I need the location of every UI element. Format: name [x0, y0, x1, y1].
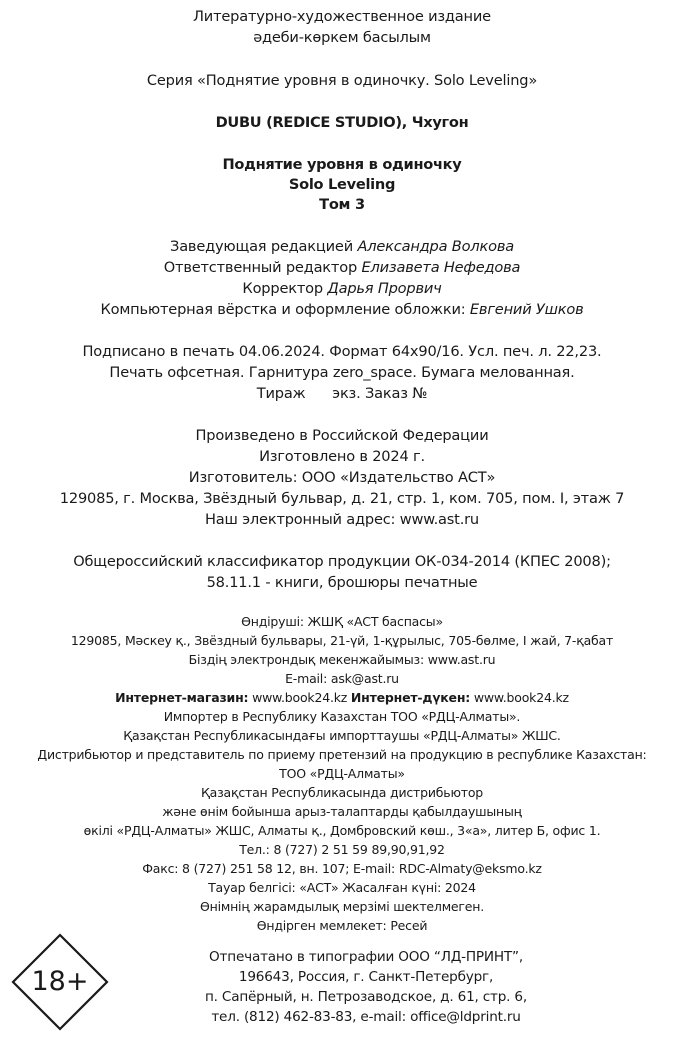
printer-line: Отпечатано в типографии ООО “ЛД-ПРИНТ”,: [209, 949, 523, 965]
kz-line: Импортер в Республику Казахстан ТОО «РДЦ-Алматы».: [163, 709, 521, 724]
kz-line: Тауар белгісі: «АСТ» Жасалған күні: 2024: [208, 880, 476, 895]
printer-line: тел. (812) 462-83-83, e-mail: office@ldprint.ru: [211, 1009, 521, 1025]
printer-line: 196643, Россия, г. Санкт-Петербург,: [238, 969, 494, 985]
kz-line: Тел.: 8 (727) 2 51 59 89,90,91,92: [239, 842, 445, 857]
printer-line: п. Сапёрный, н. Петрозаводское, д. 61, стр. 6,: [204, 989, 527, 1005]
kz-line: өкілі «РДЦ-Алматы» ЖШС, Алматы қ., Домбровский көш., 3«а», литер Б, офис 1.: [83, 823, 601, 838]
kz-line: Өнімнің жарамдылық мерзімі шектелмеген.: [199, 899, 485, 914]
edition-type-kz: әдеби-көркем басылым: [253, 29, 431, 46]
print-info-line: Тираж экз. Заказ №: [256, 385, 428, 402]
kz-line: Өндірген мемлекет: Ресей: [256, 918, 428, 933]
production-line: Изготовитель: ООО «Издательство АСТ»: [188, 469, 496, 486]
production-line: Наш электронный адрес: www.ast.ru: [205, 511, 479, 528]
kz-line: Біздің электрондық мекенжайымыз: www.ast.ru: [188, 652, 496, 667]
production-line: Произведено в Российской Федерации: [195, 427, 489, 444]
kz-line: Дистрибьютор и представитель по приему претензий на продукцию в республике Казахстан:: [37, 747, 647, 762]
production-line: 129085, г. Москва, Звёздный бульвар, д. 21, стр. 1, ком. 705, пом. I, этаж 7: [59, 490, 625, 507]
kz-line: E-mail: ask@ast.ru: [285, 671, 399, 686]
title-line-2: Solo Leveling: [288, 176, 396, 193]
classifier-line: Общероссийский классификатор продукции ОК-034-2014 (КПЕС 2008);: [73, 553, 611, 570]
credit-line: Корректор Дарья Прорвич: [242, 280, 442, 297]
print-info-line: Печать офсетная. Гарнитура zero_space. Бумага мелованная.: [109, 364, 575, 381]
age-rating-label: 18+: [31, 966, 89, 997]
series-line: Серия «Поднятие уровня в одиночку. Solo Leveling»: [146, 72, 538, 89]
kz-line: Факс: 8 (727) 251 58 12, вн. 107; E-mail: RDC-Almaty@eksmo.kz: [142, 861, 542, 876]
print-info-line: Подписано в печать 04.06.2024. Формат 64х90/16. Усл. печ. л. 22,23.: [82, 343, 602, 360]
kz-line: Қазақстан Республикасындағы импорттаушы «РДЦ-Алматы» ЖШС.: [123, 728, 561, 743]
credit-line: Компьютерная вёрстка и оформление обложки: Евгений Ушков: [100, 301, 584, 318]
volume-line: Том 3: [319, 196, 365, 213]
classifier-line: 58.11.1 - книги, брошюры печатные: [206, 574, 478, 591]
title-line-1: Поднятие уровня в одиночку: [222, 156, 462, 173]
kz-line: Қазақстан Республикасында дистрибьютор: [200, 785, 484, 800]
shop-line: Интернет-магазин: www.book24.kz Интернет-дүкен: www.book24.kz: [115, 690, 569, 705]
edition-type-ru: Литературно-художественное издание: [193, 8, 491, 25]
authors-line: DUBU (REDICE STUDIO), Чхугон: [215, 114, 469, 131]
credit-line: Заведующая редакцией Александра Волкова: [170, 238, 514, 255]
kz-line: 129085, Мәскеу қ., Звёздный бульвары, 21-үй, 1-құрылыс, 705-бөлме, I жай, 7-қабат: [70, 633, 614, 648]
kz-line: Өндіруші: ЖШҚ «АСТ баспасы»: [241, 614, 443, 629]
credit-line: Ответственный редактор Елизавета Нефедова: [163, 259, 521, 276]
kz-line: және өнім бойынша арыз-талаптарды қабылдаушының: [162, 804, 522, 819]
production-line: Изготовлено в 2024 г.: [259, 448, 425, 465]
kz-line: ТОО «РДЦ-Алматы»: [279, 766, 405, 781]
